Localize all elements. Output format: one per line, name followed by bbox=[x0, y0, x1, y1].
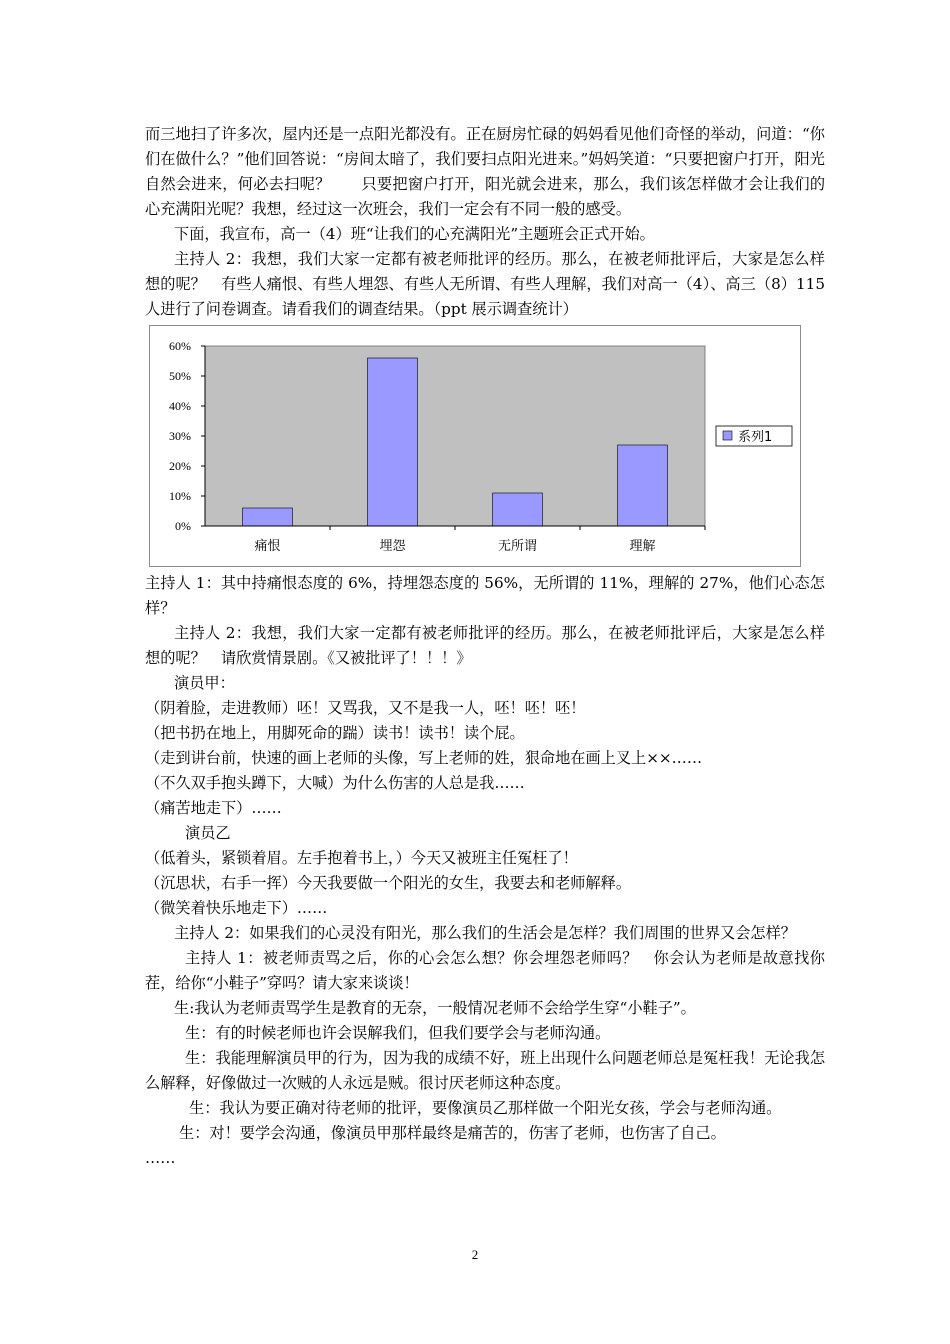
page-number: 2 bbox=[471, 1247, 479, 1262]
x-category-label: 埋怨 bbox=[379, 539, 406, 554]
paragraph: 生：我认为要正确对待老师的批评，要像演员乙那样做一个阳光女孩，学会与老师沟通。 bbox=[189, 1099, 782, 1117]
paragraph: 主持人 2：我想，我们大家一定都有被老师批评的经历。那么，在被老师批评后，大家是怎么样想的呢？ 有些人痛恨、有些人埋怨、有些人无所谓、有些人理解，我们对高一（4）、高三（8）115 人进行了问卷调查。请看我们的调查结果。（ppt 展示调查统计） bbox=[145, 250, 830, 318]
paragraph: 主持人 2：如果我们的心灵没有阳光，那么我们的生活会是怎样？我们周围的世界又会怎样？ bbox=[174, 924, 796, 942]
survey-chart bbox=[149, 325, 801, 567]
x-category-label: 痛恨 bbox=[254, 539, 281, 554]
paragraph: （微笑着快乐地走下）…… bbox=[145, 899, 328, 917]
paragraph: 而三地扫了许多次，屋内还是一点阳光都没有。正在厨房忙碌的妈妈看见他们奇怪的举动，问道：“你们在做什么？”他们回答说：“房间太暗了，我们要扫点阳光进来。”妈妈笑道：“只要把窗户打开，阳光自然会进来，何必去扫呢？ 只要把窗户打开，阳光就会进来，那么，我们该怎样做才会让我们的心充满阳光呢？我想，经过这一次班会，我们一定会有不同一般的感受。 bbox=[145, 125, 825, 218]
document-body bbox=[145, 122, 830, 1171]
y-tick-label: 60% bbox=[169, 339, 191, 353]
paragraph: 生：有的时候老师也许会误解我们，但我们要学会与老师沟通。 bbox=[185, 1024, 611, 1042]
paragraph: （把书扔在地上，用脚死命的踹）读书！读书！读个屁。 bbox=[145, 724, 525, 742]
paragraph: （阴着脸，走进教师）呸！又骂我，又不是我一人，呸！呸！呸！ bbox=[145, 699, 586, 717]
paragraph: （低着头，紧锁着眉。左手抱着书上，）今天又被班主任冤枉了！ bbox=[145, 849, 578, 867]
paragraph: 生：对！要学会沟通，像演员甲那样最终是痛苦的，伤害了老师，也伤害了自己。 bbox=[179, 1124, 726, 1142]
bar bbox=[368, 358, 418, 526]
legend-label: 系列1 bbox=[738, 430, 773, 445]
paragraph: 主持人 1：被老师责骂之后，你的心会怎么想？你会埋怨老师吗？ 你会认为老师是故意找你茬，给你“小鞋子”穿吗？请大家来谈谈！ bbox=[145, 949, 825, 992]
bar bbox=[243, 508, 293, 526]
paragraph: 演员乙 bbox=[185, 824, 231, 842]
paragraph: 演员甲： bbox=[174, 674, 235, 692]
intro-text bbox=[145, 122, 830, 322]
y-tick-label: 50% bbox=[169, 369, 191, 383]
paragraph: （痛苦地走下）…… bbox=[145, 799, 282, 817]
paragraph: …… bbox=[145, 1149, 176, 1167]
x-category-label: 无所谓 bbox=[497, 539, 538, 554]
paragraph: 主持人 1：其中持痛恨态度的 6%，持埋怨态度的 56%，无所谓的 11%，理解的 27%，他们心态怎样？ bbox=[145, 574, 825, 617]
legend-swatch bbox=[723, 431, 732, 440]
script-text bbox=[145, 571, 825, 1171]
paragraph: 生:我认为老师责骂学生是教育的无奈，一般情况老师不会给学生穿“小鞋子”。 bbox=[174, 999, 696, 1017]
paragraph: 下面，我宣布，高一（4）班“让我们的心充满阳光”主题班会正式开始。 bbox=[174, 225, 655, 243]
bar bbox=[618, 445, 668, 526]
y-tick-label: 10% bbox=[169, 489, 191, 503]
x-category-label: 理解 bbox=[629, 539, 656, 554]
paragraph: （不久双手抱头蹲下，大喊）为什么伤害的人总是我…… bbox=[145, 774, 525, 792]
bar bbox=[493, 493, 543, 526]
paragraph: （沉思状，右手一挥）今天我要做一个阳光的女生，我要去和老师解释。 bbox=[145, 874, 631, 892]
y-tick-label: 40% bbox=[169, 399, 191, 413]
paragraph: 生：我能理解演员甲的行为，因为我的成绩不好，班上出现什么问题老师总是冤枉我！无论我怎么解释，好像做过一次贼的人永远是贼。很讨厌老师这种态度。 bbox=[145, 1049, 825, 1092]
paragraph: 主持人 2：我想，我们大家一定都有被老师批评的经历。那么，在被老师批评后，大家是怎么样想的呢？ 请欣赏情景剧。《又被批评了！！！》 bbox=[145, 624, 825, 667]
y-tick-label: 30% bbox=[169, 429, 191, 443]
y-tick-label: 20% bbox=[169, 459, 191, 473]
paragraph: （走到讲台前，快速的画上老师的头像，写上老师的姓，狠命地在画上叉上××…… bbox=[145, 749, 703, 767]
bar-chart-svg bbox=[150, 326, 800, 566]
y-tick-label: 0% bbox=[175, 519, 191, 533]
